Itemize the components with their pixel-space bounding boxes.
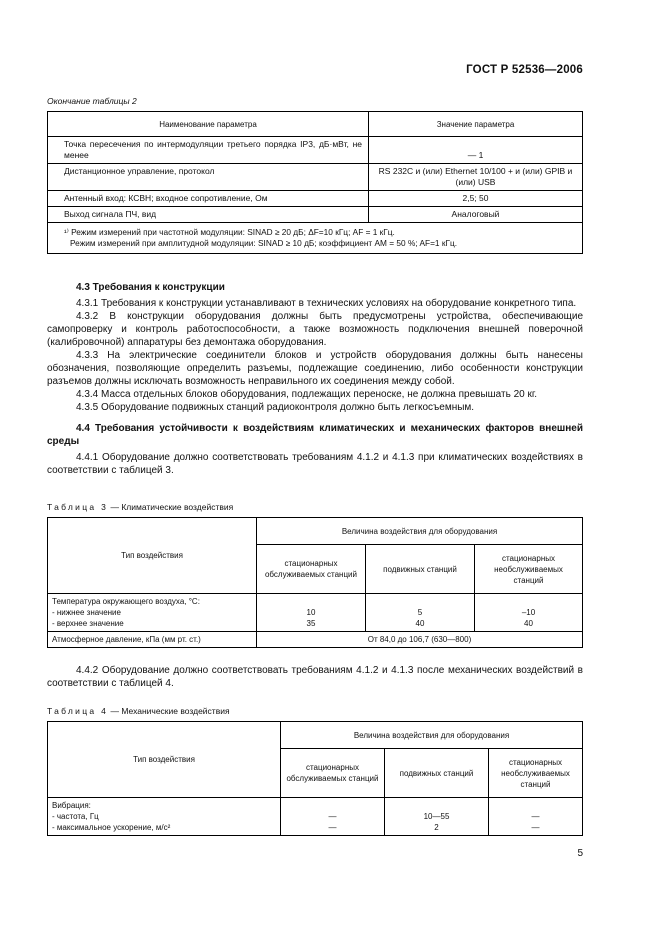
- table-row: [48, 207, 583, 223]
- section-4-4-title: 4.4 Требования устойчивости к воздействиям климатических и механических факторов внешней среды: [47, 423, 583, 447]
- table2-row3-value: 2,5; 50: [369, 191, 583, 207]
- table3-caption-label: Таблица 3: [47, 502, 109, 512]
- table4-row1-label: [48, 798, 281, 836]
- table3-caption: [47, 502, 233, 512]
- table4-b-freq: 10—55: [423, 812, 450, 821]
- table2-row1-param: Точка пересечения по интермодуляции третьего порядка IP3, дБ·мВт, не менее: [48, 137, 369, 164]
- paragraph-4-3-1: 4.3.1 Требования к конструкции устанавливают в технических условиях на оборудование конкретного типа.: [76, 298, 577, 309]
- table2-row1-value: — 1: [369, 137, 583, 164]
- table2-col1-header: Наименование параметра: [48, 112, 369, 137]
- paragraph-4-4-2: 4.4.2 Оборудование должно соответствовать требованиям 4.1.2 и 4.1.3 после механических воздействий в соответствии с таблицей 4.: [47, 665, 583, 689]
- table4-col-c-header: стационарных необслуживаемых станций: [489, 749, 583, 798]
- table3: [47, 517, 583, 648]
- table3-temp-low-label: - нижнее значение: [52, 608, 121, 617]
- table3-group-header: Величина воздействия для оборудования: [257, 518, 583, 545]
- table3-col-b-header: подвижных станций: [366, 545, 475, 594]
- table4-frequency-label: - частота, Гц: [52, 812, 99, 821]
- table2-col2-header: Значение параметра: [369, 112, 583, 137]
- table2-row4-value: Аналоговый: [369, 207, 583, 223]
- table4-caption-label: Таблица 4: [47, 706, 109, 716]
- page-number: 5: [577, 848, 583, 859]
- table4-row1-b: [385, 798, 489, 836]
- table4-vibration-label: Вибрация:: [52, 801, 91, 810]
- table-row: [48, 164, 583, 191]
- table3-a-low: 10: [306, 608, 316, 617]
- document-header: ГОСТ Р 52536—2006: [466, 64, 583, 76]
- table3-caption-text: — Климатические воздействия: [108, 502, 234, 512]
- table3-row1-c: [475, 594, 583, 632]
- table4: [47, 721, 583, 836]
- paragraph-4-3-4: 4.3.4 Масса отдельных блоков оборудования, подлежащих переноске, не должна превышать 20 кг.: [76, 389, 538, 400]
- table3-b-low: 5: [417, 608, 423, 617]
- table4-col-b-header: подвижных станций: [385, 749, 489, 798]
- table2-row2-value: RS 232C и (или) Ethernet 10/100 + и (или) GPIB и (или) USB: [369, 164, 583, 191]
- table3-temp-label: Температура окружающего воздуха, °С:: [52, 597, 200, 606]
- paragraph-4-3-2: 4.3.2 В конструкции оборудования должны быть предусмотрены устройства, обеспечивающие самопроверку и контроль работоспособности, а также возможность подключения внешней поверочной (калибровочной) аппаратуры без демонтажа оборудования.: [47, 311, 583, 348]
- table4-acceleration-label: - максимальное ускорение, м/с²: [52, 823, 171, 832]
- table3-c-high: 40: [524, 619, 533, 628]
- table4-col-a-header: стационарных обслуживаемых станций: [281, 749, 385, 798]
- table3-col-a-header: стационарных обслуживаемых станций: [257, 545, 366, 594]
- table3-row1-label: [48, 594, 257, 632]
- table2-caption: Окончание таблицы 2: [47, 96, 137, 106]
- table4-row1-a: [281, 798, 385, 836]
- table3-row1-a: [257, 594, 366, 632]
- paragraph-4-4-1: 4.4.1 Оборудование должно соответствовать требованиям 4.1.2 и 4.1.3 при климатических воздействиях в соответствии с таблицей 3.: [47, 452, 583, 476]
- table4-c-freq: —: [531, 812, 540, 821]
- table3-col-c-header: стационарных необслуживаемых станций: [475, 545, 583, 594]
- table-row: [48, 191, 583, 207]
- table3-temp-high-label: - верхнее значение: [52, 619, 124, 628]
- table4-caption: [47, 706, 230, 716]
- paragraph-4-3-3: 4.3.3 На электрические соединители блоков и устройств оборудования должны быть нанесены обозначения, позволяющие определить разъемы, подлежащие соединению, либо особенности конструкции разъемов должны исключать возможность неправильного их соединения между собой.: [47, 350, 583, 387]
- table4-c-accel: —: [531, 823, 540, 832]
- table4-row1-c: [489, 798, 583, 836]
- table2-footnote-row: [48, 223, 583, 254]
- table2-row4-param: Выход сигнала ПЧ, вид: [48, 207, 369, 223]
- table4-caption-text: — Механические воздействия: [108, 706, 230, 716]
- table4-a-accel: —: [328, 823, 337, 832]
- table-row: [48, 594, 583, 632]
- table3-row2-value: От 84,0 до 106,7 (630—800): [257, 632, 583, 648]
- section-4-4-2: [47, 664, 583, 690]
- table-row: [48, 632, 583, 648]
- table2-footnote-1: ¹⁾ Режим измерений при частотной модуляции: SINAD ≥ 20 дБ; ΔF=10 кГц; AF = 1 кГц.: [64, 227, 395, 237]
- table3-type-header: Тип воздействия: [48, 518, 257, 594]
- paragraph-4-3-5: 4.3.5 Оборудование подвижных станций радиоконтроля должно быть легкосъемным.: [76, 402, 475, 413]
- table2-row2-param: Дистанционное управление, протокол: [48, 164, 369, 191]
- table3-row1-b: [366, 594, 475, 632]
- table3-a-high: 35: [306, 619, 316, 628]
- table4-a-freq: —: [328, 812, 337, 821]
- table-row: [48, 798, 583, 836]
- table4-b-accel: 2: [434, 823, 439, 832]
- section-4-3: [47, 281, 583, 477]
- table2: [47, 111, 583, 254]
- table3-b-high: 40: [415, 619, 425, 628]
- table2-row3-param: Антенный вход: КСВН; входное сопротивление, Ом: [48, 191, 369, 207]
- table4-group-header: Величина воздействия для оборудования: [281, 722, 583, 749]
- table3-c-low: –10: [521, 608, 536, 617]
- table2-footnote-2: Режим измерений при амплитудной модуляции: SINAD ≥ 10 дБ; коэффициент AM = 50 %; AF=1 кГц.: [70, 238, 458, 248]
- section-4-3-title: 4.3 Требования к конструкции: [76, 282, 225, 293]
- table3-row2-label: Атмосферное давление, кПа (мм рт. ст.): [48, 632, 257, 648]
- table-row: [48, 137, 583, 164]
- table4-type-header: Тип воздействия: [48, 722, 281, 798]
